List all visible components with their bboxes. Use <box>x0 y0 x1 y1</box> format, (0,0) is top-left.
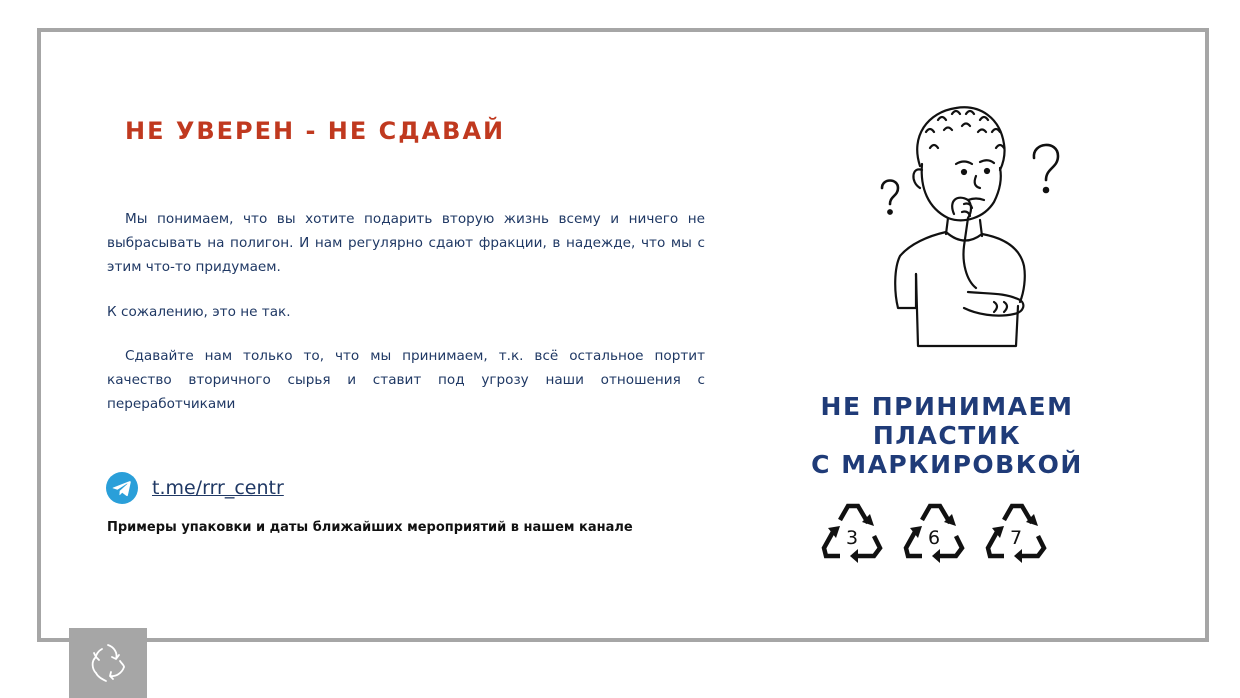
logo-box <box>69 628 147 698</box>
body-paragraph-2: К сожалению, это не так. <box>107 304 291 320</box>
page-title: НЕ УВЕРЕН - НЕ СДАВАЙ <box>125 117 506 145</box>
body-paragraph-3: Сдавайте нам только то, что мы принимаем, т.к. всё остальное портит качество вторичного сырья и ставит под угрозу наши отношения с переработчиками <box>107 348 705 412</box>
notice-line-2: ПЛАСТИК <box>872 421 1022 450</box>
confused-person-illustration <box>868 96 1068 356</box>
telegram-link-row[interactable] <box>106 472 284 504</box>
recycling-code-7-label: 7 <box>1009 527 1023 549</box>
recycling-code-7-icon <box>980 496 1052 564</box>
notice-line-1: НЕ ПРИНИМАЕМ <box>820 392 1074 421</box>
recycling-code-6-icon <box>898 496 970 564</box>
channel-note: Примеры упаковки и даты ближайших мероприятий в нашем канале <box>107 520 633 535</box>
recycling-codes <box>816 496 1052 564</box>
recycling-code-3-icon <box>816 496 888 564</box>
recycling-code-6-label: 6 <box>927 527 941 549</box>
not-accepted-notice <box>780 392 1114 479</box>
telegram-icon[interactable] <box>106 472 138 504</box>
telegram-channel-link[interactable]: t.me/rrr_centr <box>152 477 284 499</box>
recycling-code-3-label: 3 <box>845 527 859 549</box>
notice-line-3: С МАРКИРОВКОЙ <box>811 450 1083 479</box>
body-paragraph-1: Мы понимаем, что вы хотите подарить вторую жизнь всему и ничего не выбрасывать на полигон. И нам регулярно сдают фракции, в надежде, что мы с этим что-то придумаем. <box>107 211 705 275</box>
recycle-logo-icon <box>86 641 130 685</box>
